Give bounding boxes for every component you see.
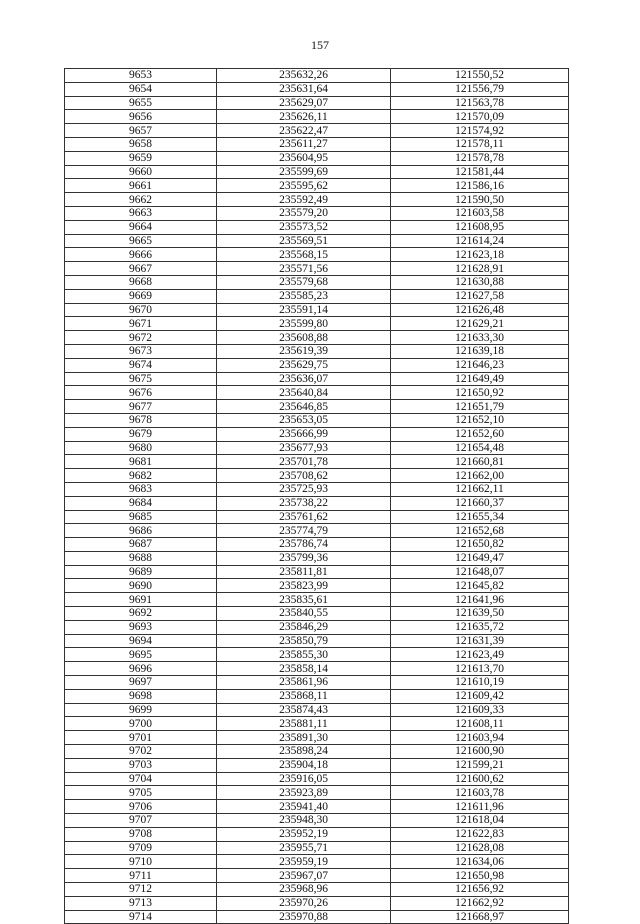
x-coordinate-cell: 235970,88 bbox=[217, 910, 391, 924]
y-coordinate-cell: 121652,68 bbox=[391, 524, 569, 538]
point-number-cell: 9662 bbox=[65, 193, 217, 207]
y-coordinate-cell: 121631,39 bbox=[391, 634, 569, 648]
y-coordinate-cell: 121599,21 bbox=[391, 758, 569, 772]
x-coordinate-cell: 235592,49 bbox=[217, 193, 391, 207]
x-coordinate-cell: 235629,07 bbox=[217, 96, 391, 110]
point-number-cell: 9705 bbox=[65, 786, 217, 800]
point-number-cell: 9675 bbox=[65, 372, 217, 386]
point-number-cell: 9666 bbox=[65, 248, 217, 262]
point-number-cell: 9687 bbox=[65, 538, 217, 552]
table-row bbox=[65, 620, 569, 634]
x-coordinate-cell: 235599,69 bbox=[217, 165, 391, 179]
point-number-cell: 9679 bbox=[65, 427, 217, 441]
table-row bbox=[65, 455, 569, 469]
table-row bbox=[65, 510, 569, 524]
y-coordinate-cell: 121556,79 bbox=[391, 82, 569, 96]
y-coordinate-cell: 121655,34 bbox=[391, 510, 569, 524]
point-number-cell: 9678 bbox=[65, 413, 217, 427]
table-row bbox=[65, 731, 569, 745]
x-coordinate-cell: 235840,55 bbox=[217, 607, 391, 621]
table-row bbox=[65, 193, 569, 207]
x-coordinate-cell: 235850,79 bbox=[217, 634, 391, 648]
x-coordinate-cell: 235761,62 bbox=[217, 510, 391, 524]
point-number-cell: 9697 bbox=[65, 676, 217, 690]
point-number-cell: 9685 bbox=[65, 510, 217, 524]
y-coordinate-cell: 121660,81 bbox=[391, 455, 569, 469]
point-number-cell: 9700 bbox=[65, 717, 217, 731]
point-number-cell: 9714 bbox=[65, 910, 217, 924]
point-number-cell: 9712 bbox=[65, 883, 217, 897]
point-number-cell: 9703 bbox=[65, 758, 217, 772]
point-number-cell: 9665 bbox=[65, 234, 217, 248]
y-coordinate-cell: 121586,16 bbox=[391, 179, 569, 193]
y-coordinate-cell: 121600,62 bbox=[391, 772, 569, 786]
table-row bbox=[65, 772, 569, 786]
x-coordinate-cell: 235569,51 bbox=[217, 234, 391, 248]
table-row bbox=[65, 469, 569, 483]
point-number-cell: 9659 bbox=[65, 151, 217, 165]
table-row bbox=[65, 703, 569, 717]
x-coordinate-cell: 235611,27 bbox=[217, 137, 391, 151]
x-coordinate-cell: 235823,99 bbox=[217, 579, 391, 593]
y-coordinate-cell: 121660,37 bbox=[391, 496, 569, 510]
point-number-cell: 9681 bbox=[65, 455, 217, 469]
y-coordinate-cell: 121645,82 bbox=[391, 579, 569, 593]
table-row bbox=[65, 317, 569, 331]
x-coordinate-cell: 235632,26 bbox=[217, 69, 391, 83]
table-row bbox=[65, 896, 569, 910]
y-coordinate-cell: 121603,58 bbox=[391, 206, 569, 220]
point-number-cell: 9708 bbox=[65, 827, 217, 841]
x-coordinate-cell: 235604,95 bbox=[217, 151, 391, 165]
y-coordinate-cell: 121641,96 bbox=[391, 593, 569, 607]
table-row bbox=[65, 427, 569, 441]
y-coordinate-cell: 121649,49 bbox=[391, 372, 569, 386]
x-coordinate-cell: 235631,64 bbox=[217, 82, 391, 96]
y-coordinate-cell: 121629,21 bbox=[391, 317, 569, 331]
point-number-cell: 9676 bbox=[65, 386, 217, 400]
y-coordinate-cell: 121628,08 bbox=[391, 841, 569, 855]
point-number-cell: 9683 bbox=[65, 482, 217, 496]
point-number-cell: 9713 bbox=[65, 896, 217, 910]
table-row bbox=[65, 579, 569, 593]
x-coordinate-cell: 235666,99 bbox=[217, 427, 391, 441]
point-number-cell: 9671 bbox=[65, 317, 217, 331]
x-coordinate-cell: 235868,11 bbox=[217, 689, 391, 703]
x-coordinate-cell: 235948,30 bbox=[217, 814, 391, 828]
table-row bbox=[65, 496, 569, 510]
point-number-cell: 9691 bbox=[65, 593, 217, 607]
point-number-cell: 9694 bbox=[65, 634, 217, 648]
y-coordinate-cell: 121648,07 bbox=[391, 565, 569, 579]
point-number-cell: 9711 bbox=[65, 869, 217, 883]
y-coordinate-cell: 121608,95 bbox=[391, 220, 569, 234]
x-coordinate-cell: 235568,15 bbox=[217, 248, 391, 262]
point-number-cell: 9688 bbox=[65, 551, 217, 565]
point-number-cell: 9674 bbox=[65, 358, 217, 372]
x-coordinate-cell: 235941,40 bbox=[217, 800, 391, 814]
table-row bbox=[65, 358, 569, 372]
y-coordinate-cell: 121603,94 bbox=[391, 731, 569, 745]
table-row bbox=[65, 827, 569, 841]
y-coordinate-cell: 121608,11 bbox=[391, 717, 569, 731]
table-row bbox=[65, 758, 569, 772]
x-coordinate-cell: 235636,07 bbox=[217, 372, 391, 386]
x-coordinate-cell: 235579,20 bbox=[217, 206, 391, 220]
x-coordinate-cell: 235640,84 bbox=[217, 386, 391, 400]
y-coordinate-cell: 121626,48 bbox=[391, 303, 569, 317]
table-row bbox=[65, 331, 569, 345]
y-coordinate-cell: 121634,06 bbox=[391, 855, 569, 869]
table-row bbox=[65, 179, 569, 193]
y-coordinate-cell: 121609,33 bbox=[391, 703, 569, 717]
table-row bbox=[65, 344, 569, 358]
point-number-cell: 9668 bbox=[65, 275, 217, 289]
y-coordinate-cell: 121550,52 bbox=[391, 69, 569, 83]
x-coordinate-cell: 235904,18 bbox=[217, 758, 391, 772]
x-coordinate-cell: 235571,56 bbox=[217, 262, 391, 276]
x-coordinate-cell: 235811,81 bbox=[217, 565, 391, 579]
x-coordinate-cell: 235891,30 bbox=[217, 731, 391, 745]
point-number-cell: 9680 bbox=[65, 441, 217, 455]
point-number-cell: 9684 bbox=[65, 496, 217, 510]
table-row bbox=[65, 745, 569, 759]
y-coordinate-cell: 121611,96 bbox=[391, 800, 569, 814]
x-coordinate-cell: 235970,26 bbox=[217, 896, 391, 910]
table-row bbox=[65, 248, 569, 262]
point-number-cell: 9706 bbox=[65, 800, 217, 814]
point-number-cell: 9673 bbox=[65, 344, 217, 358]
x-coordinate-cell: 235708,62 bbox=[217, 469, 391, 483]
table-row bbox=[65, 786, 569, 800]
x-coordinate-cell: 235725,93 bbox=[217, 482, 391, 496]
x-coordinate-cell: 235653,05 bbox=[217, 413, 391, 427]
point-number-cell: 9689 bbox=[65, 565, 217, 579]
point-number-cell: 9702 bbox=[65, 745, 217, 759]
point-number-cell: 9656 bbox=[65, 110, 217, 124]
table-row bbox=[65, 717, 569, 731]
table-row bbox=[65, 386, 569, 400]
point-number-cell: 9663 bbox=[65, 206, 217, 220]
table-row bbox=[65, 551, 569, 565]
x-coordinate-cell: 235786,74 bbox=[217, 538, 391, 552]
table-row bbox=[65, 482, 569, 496]
table-row bbox=[65, 82, 569, 96]
table-row bbox=[65, 137, 569, 151]
table-row bbox=[65, 372, 569, 386]
x-coordinate-cell: 235846,29 bbox=[217, 620, 391, 634]
y-coordinate-cell: 121603,78 bbox=[391, 786, 569, 800]
y-coordinate-cell: 121609,42 bbox=[391, 689, 569, 703]
x-coordinate-cell: 235898,24 bbox=[217, 745, 391, 759]
x-coordinate-cell: 235774,79 bbox=[217, 524, 391, 538]
point-number-cell: 9682 bbox=[65, 469, 217, 483]
y-coordinate-cell: 121623,18 bbox=[391, 248, 569, 262]
x-coordinate-cell: 235916,05 bbox=[217, 772, 391, 786]
point-number-cell: 9709 bbox=[65, 841, 217, 855]
table-row bbox=[65, 151, 569, 165]
table-row bbox=[65, 124, 569, 138]
y-coordinate-cell: 121650,92 bbox=[391, 386, 569, 400]
point-number-cell: 9654 bbox=[65, 82, 217, 96]
point-number-cell: 9664 bbox=[65, 220, 217, 234]
table-row bbox=[65, 289, 569, 303]
y-coordinate-cell: 121578,11 bbox=[391, 137, 569, 151]
point-number-cell: 9669 bbox=[65, 289, 217, 303]
y-coordinate-cell: 121652,60 bbox=[391, 427, 569, 441]
y-coordinate-cell: 121662,92 bbox=[391, 896, 569, 910]
table-row bbox=[65, 662, 569, 676]
y-coordinate-cell: 121613,70 bbox=[391, 662, 569, 676]
table-row bbox=[65, 234, 569, 248]
y-coordinate-cell: 121563,78 bbox=[391, 96, 569, 110]
table-row bbox=[65, 841, 569, 855]
table-row bbox=[65, 800, 569, 814]
point-number-cell: 9710 bbox=[65, 855, 217, 869]
table-row bbox=[65, 593, 569, 607]
table-row bbox=[65, 814, 569, 828]
y-coordinate-cell: 121622,83 bbox=[391, 827, 569, 841]
y-coordinate-cell: 121639,18 bbox=[391, 344, 569, 358]
x-coordinate-cell: 235585,23 bbox=[217, 289, 391, 303]
table-row bbox=[65, 869, 569, 883]
point-number-cell: 9695 bbox=[65, 648, 217, 662]
y-coordinate-cell: 121581,44 bbox=[391, 165, 569, 179]
y-coordinate-cell: 121662,00 bbox=[391, 469, 569, 483]
y-coordinate-cell: 121614,24 bbox=[391, 234, 569, 248]
point-number-cell: 9672 bbox=[65, 331, 217, 345]
table-row bbox=[65, 676, 569, 690]
y-coordinate-cell: 121610,19 bbox=[391, 676, 569, 690]
point-number-cell: 9653 bbox=[65, 69, 217, 83]
y-coordinate-cell: 121600,90 bbox=[391, 745, 569, 759]
y-coordinate-cell: 121628,91 bbox=[391, 262, 569, 276]
table-row bbox=[65, 883, 569, 897]
x-coordinate-cell: 235955,71 bbox=[217, 841, 391, 855]
table-row bbox=[65, 69, 569, 83]
point-number-cell: 9690 bbox=[65, 579, 217, 593]
y-coordinate-cell: 121662,11 bbox=[391, 482, 569, 496]
y-coordinate-cell: 121656,92 bbox=[391, 883, 569, 897]
x-coordinate-cell: 235622,47 bbox=[217, 124, 391, 138]
y-coordinate-cell: 121639,50 bbox=[391, 607, 569, 621]
x-coordinate-cell: 235858,14 bbox=[217, 662, 391, 676]
x-coordinate-cell: 235573,52 bbox=[217, 220, 391, 234]
x-coordinate-cell: 235599,80 bbox=[217, 317, 391, 331]
point-number-cell: 9701 bbox=[65, 731, 217, 745]
x-coordinate-cell: 235968,96 bbox=[217, 883, 391, 897]
table-row bbox=[65, 648, 569, 662]
table-row bbox=[65, 689, 569, 703]
x-coordinate-cell: 235619,39 bbox=[217, 344, 391, 358]
point-number-cell: 9704 bbox=[65, 772, 217, 786]
table-row bbox=[65, 413, 569, 427]
y-coordinate-cell: 121630,88 bbox=[391, 275, 569, 289]
table-body bbox=[65, 69, 569, 924]
table-row bbox=[65, 524, 569, 538]
table-row bbox=[65, 275, 569, 289]
y-coordinate-cell: 121574,92 bbox=[391, 124, 569, 138]
coordinates-table bbox=[64, 68, 569, 924]
y-coordinate-cell: 121633,30 bbox=[391, 331, 569, 345]
x-coordinate-cell: 235701,78 bbox=[217, 455, 391, 469]
point-number-cell: 9692 bbox=[65, 607, 217, 621]
x-coordinate-cell: 235952,19 bbox=[217, 827, 391, 841]
point-number-cell: 9707 bbox=[65, 814, 217, 828]
table-row bbox=[65, 855, 569, 869]
y-coordinate-cell: 121649,47 bbox=[391, 551, 569, 565]
point-number-cell: 9693 bbox=[65, 620, 217, 634]
x-coordinate-cell: 235874,43 bbox=[217, 703, 391, 717]
table-row bbox=[65, 634, 569, 648]
x-coordinate-cell: 235967,07 bbox=[217, 869, 391, 883]
table-row bbox=[65, 607, 569, 621]
x-coordinate-cell: 235881,11 bbox=[217, 717, 391, 731]
table-row bbox=[65, 441, 569, 455]
x-coordinate-cell: 235861,96 bbox=[217, 676, 391, 690]
page-number: 157 bbox=[311, 38, 329, 52]
y-coordinate-cell: 121623,49 bbox=[391, 648, 569, 662]
table-row bbox=[65, 96, 569, 110]
table-row bbox=[65, 220, 569, 234]
x-coordinate-cell: 235591,14 bbox=[217, 303, 391, 317]
table-row bbox=[65, 400, 569, 414]
point-number-cell: 9698 bbox=[65, 689, 217, 703]
table-row bbox=[65, 165, 569, 179]
point-number-cell: 9661 bbox=[65, 179, 217, 193]
table-row bbox=[65, 206, 569, 220]
y-coordinate-cell: 121652,10 bbox=[391, 413, 569, 427]
x-coordinate-cell: 235626,11 bbox=[217, 110, 391, 124]
x-coordinate-cell: 235738,22 bbox=[217, 496, 391, 510]
point-number-cell: 9699 bbox=[65, 703, 217, 717]
y-coordinate-cell: 121651,79 bbox=[391, 400, 569, 414]
y-coordinate-cell: 121627,58 bbox=[391, 289, 569, 303]
y-coordinate-cell: 121635,72 bbox=[391, 620, 569, 634]
point-number-cell: 9667 bbox=[65, 262, 217, 276]
table-row bbox=[65, 565, 569, 579]
point-number-cell: 9658 bbox=[65, 137, 217, 151]
x-coordinate-cell: 235677,93 bbox=[217, 441, 391, 455]
y-coordinate-cell: 121654,48 bbox=[391, 441, 569, 455]
table-row bbox=[65, 303, 569, 317]
x-coordinate-cell: 235608,88 bbox=[217, 331, 391, 345]
y-coordinate-cell: 121578,78 bbox=[391, 151, 569, 165]
point-number-cell: 9655 bbox=[65, 96, 217, 110]
point-number-cell: 9660 bbox=[65, 165, 217, 179]
point-number-cell: 9670 bbox=[65, 303, 217, 317]
y-coordinate-cell: 121570,09 bbox=[391, 110, 569, 124]
x-coordinate-cell: 235579,68 bbox=[217, 275, 391, 289]
x-coordinate-cell: 235923,89 bbox=[217, 786, 391, 800]
x-coordinate-cell: 235595,62 bbox=[217, 179, 391, 193]
point-number-cell: 9686 bbox=[65, 524, 217, 538]
table-row bbox=[65, 910, 569, 924]
x-coordinate-cell: 235835,61 bbox=[217, 593, 391, 607]
x-coordinate-cell: 235629,75 bbox=[217, 358, 391, 372]
y-coordinate-cell: 121590,50 bbox=[391, 193, 569, 207]
table-row bbox=[65, 110, 569, 124]
x-coordinate-cell: 235959,19 bbox=[217, 855, 391, 869]
table-row bbox=[65, 538, 569, 552]
x-coordinate-cell: 235855,30 bbox=[217, 648, 391, 662]
point-number-cell: 9677 bbox=[65, 400, 217, 414]
y-coordinate-cell: 121650,82 bbox=[391, 538, 569, 552]
point-number-cell: 9657 bbox=[65, 124, 217, 138]
y-coordinate-cell: 121650,98 bbox=[391, 869, 569, 883]
table-row bbox=[65, 262, 569, 276]
point-number-cell: 9696 bbox=[65, 662, 217, 676]
x-coordinate-cell: 235646,85 bbox=[217, 400, 391, 414]
y-coordinate-cell: 121618,04 bbox=[391, 814, 569, 828]
y-coordinate-cell: 121668,97 bbox=[391, 910, 569, 924]
y-coordinate-cell: 121646,23 bbox=[391, 358, 569, 372]
x-coordinate-cell: 235799,36 bbox=[217, 551, 391, 565]
